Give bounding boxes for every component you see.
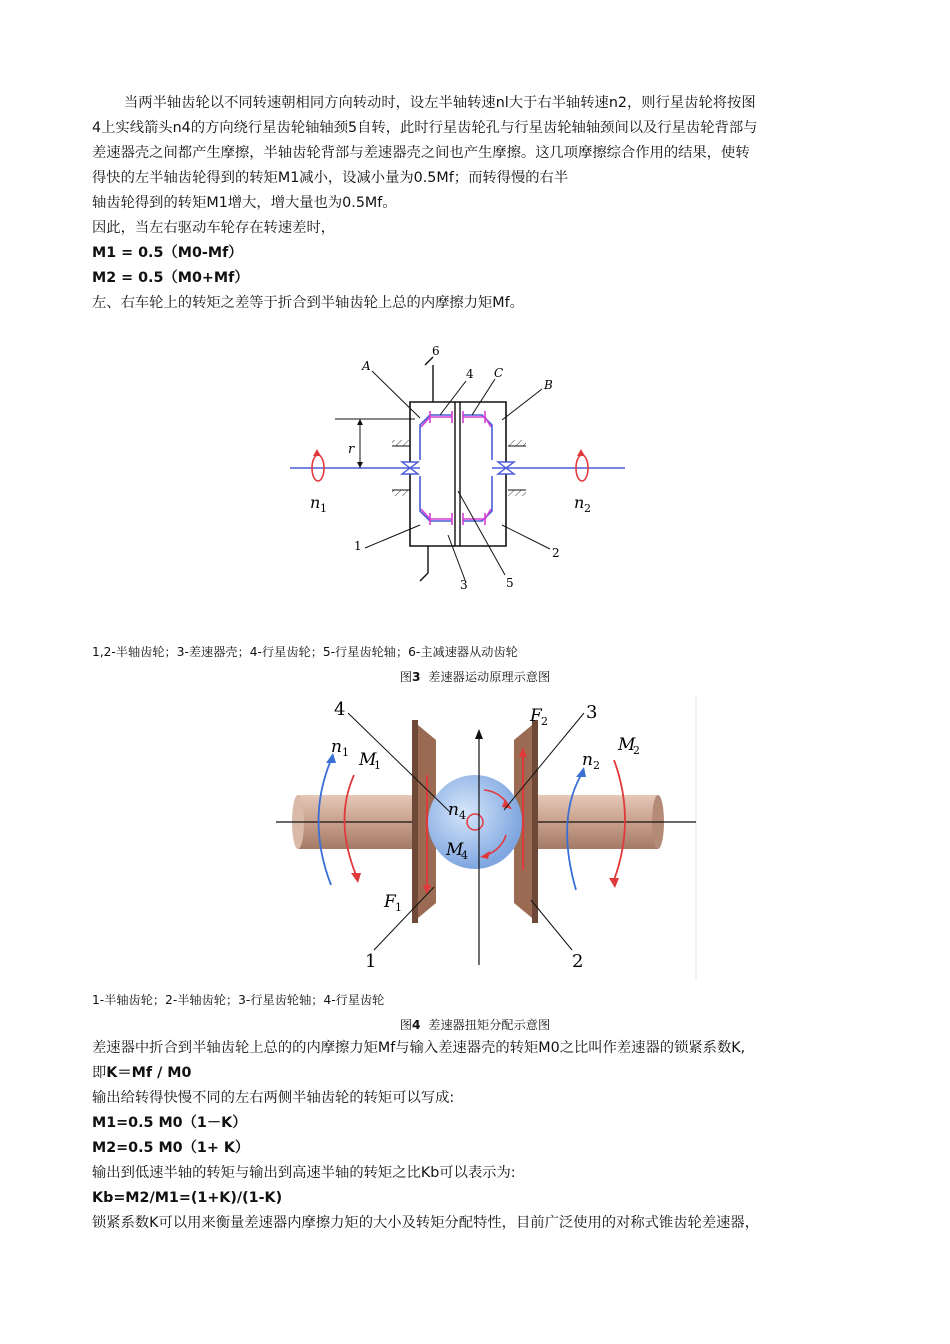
label-n1: n (331, 737, 342, 757)
label-n1-sub: 1 (320, 502, 327, 515)
label-1: 1 (354, 539, 362, 553)
label-n1: n (310, 493, 321, 512)
figure4-diagram (276, 695, 698, 980)
para1-line4: 得快的左半轴齿轮得到的转矩M1减小，设减小量为0.5Mf；而转得慢的右半 (92, 170, 569, 186)
label-3: 3 (586, 702, 598, 723)
para4-line2-prefix: 即 (92, 1065, 107, 1081)
equation-m1: M1 = 0.5（M0-Mf） (92, 245, 243, 261)
label-M2-sub: 2 (633, 744, 640, 757)
equation-m1-k: M1=0.5 M0（1－K） (92, 1115, 247, 1131)
label-r: r (348, 442, 355, 457)
para6: 输出到低速半轴的转矩与输出到高速半轴的转矩之比Kb可以表示为: (92, 1165, 516, 1181)
label-M4-sub: 4 (461, 849, 468, 862)
label-C: C (494, 366, 504, 380)
para4-line1: 差速器中折合到半轴齿轮上总的的内摩擦力矩Mf与输入差速器壳的转矩M0之比叫作差速器的锁紧系数K, (92, 1040, 746, 1056)
label-F2: F (530, 706, 542, 726)
label-M4: M (446, 840, 464, 860)
figure3-diagram (280, 335, 640, 605)
label-2: 2 (552, 546, 560, 560)
figure4-caption-number: 4 (412, 1018, 421, 1032)
para1-line1: 当两半轴齿轮以不同转速朝相同方向转动时，设左半轴转速nl大于右半轴转速n2，则行星齿轮将按图 (124, 95, 756, 111)
label-n4: n (448, 800, 459, 820)
para2: 因此，当左右驱动车轮存在转速差时， (92, 220, 336, 236)
planet-gears (421, 411, 491, 525)
label-2: 2 (572, 951, 584, 972)
figure4-caption (0, 1013, 950, 1038)
figure3-caption-text: 差速器运动原理示意图 (428, 670, 551, 684)
label-4: 4 (466, 367, 474, 381)
equation-m2-k: M2=0.5 M0（1+ K） (92, 1140, 250, 1156)
label-n2-sub: 2 (593, 759, 600, 772)
label-A: A (362, 359, 371, 373)
figure4-legend: 1-半轴齿轮；2-半轴齿轮；3-行星齿轮轴；4-行星齿轮 (92, 993, 385, 1007)
label-5: 5 (506, 576, 514, 590)
figure3-legend: 1,2-半轴齿轮；3-差速器壳；4-行星齿轮；5-行星齿轮轴；6-主减速器从动齿轮 (92, 645, 518, 659)
label-B: B (544, 378, 553, 392)
label-M1: M (359, 750, 377, 770)
label-n2-sub: 2 (584, 502, 591, 515)
label-3: 3 (460, 578, 468, 592)
figure4-caption-prefix: 图 (399, 1018, 413, 1032)
figure3-caption-number: 3 (412, 670, 421, 684)
label-6: 6 (432, 344, 440, 358)
planet-gear-sphere (428, 775, 522, 869)
para1-line3: 差速器壳之间都产生摩擦，半轴齿轮背部与差速器壳之间也产生摩擦。这几项摩擦综合作用的结果，使转 (92, 145, 750, 161)
equation-kb: Kb=M2/M1=(1+K)/(1-K) (92, 1190, 283, 1206)
para7: 锁紧系数K可以用来衡量差速器内摩擦力矩的大小及转矩分配特性，目前广泛使用的对称式锥齿轮差速器， (92, 1215, 760, 1231)
label-M2: M (618, 735, 636, 755)
label-4: 4 (334, 699, 346, 720)
equation-m2: M2 = 0.5（M0+Mf） (92, 270, 249, 286)
label-F2-sub: 2 (541, 715, 548, 728)
para4-line2 (92, 1061, 862, 1086)
label-n1-sub: 1 (342, 746, 349, 759)
figure4-caption-text: 差速器扭矩分配示意图 (428, 1018, 551, 1032)
label-M1-sub: 1 (374, 759, 381, 772)
figure3-caption-prefix: 图 (399, 670, 413, 684)
label-F1: F (384, 892, 396, 912)
para1-line2: 4上实线箭头n4的方向绕行星齿轮轴轴颈5自转，此时行星齿轮孔与行星齿轮轴轴颈间以及行星齿轮背部与 (92, 120, 758, 136)
label-F1-sub: 1 (395, 901, 402, 914)
para1-line5: 轴齿轮得到的转矩M1增大，增大量也为0.5Mf。 (92, 195, 397, 211)
equation-k: K＝Mf / M0 (106, 1065, 192, 1081)
label-n2: n (582, 750, 593, 770)
label-n4-sub: 4 (459, 809, 466, 822)
para5: 输出给转得快慢不同的左右两侧半轴齿轮的转矩可以写成: (92, 1090, 455, 1106)
label-n2: n (574, 493, 585, 512)
para3: 左、右车轮上的转矩之差等于折合到半轴齿轮上总的内摩擦力矩Mf。 (92, 295, 524, 311)
label-1: 1 (365, 951, 377, 972)
figure3-caption (0, 665, 950, 690)
